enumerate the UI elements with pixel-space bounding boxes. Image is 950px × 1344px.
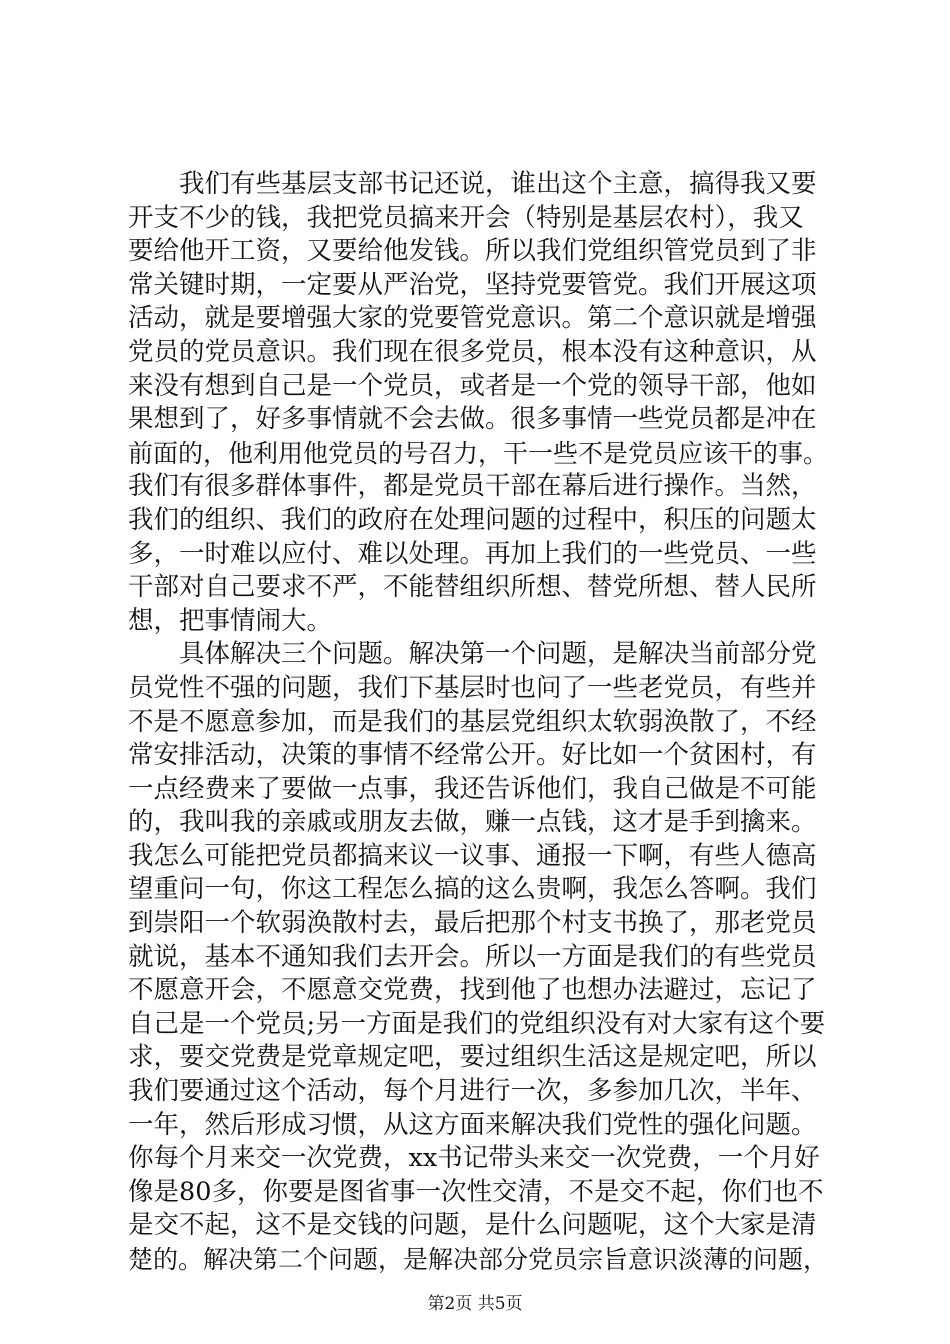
text-line: 我们有很多群体事件，都是党员干部在幕后进行操作。当然，: [128, 471, 817, 502]
text-line: 干部对自己要求不严，不能替组织所想、替党所想、替人民所: [128, 572, 817, 603]
text-line: 党员的党员意识。我们现在很多党员，根本没有这种意识，从: [128, 336, 817, 367]
text-line: 的，我叫我的亲戚或朋友去做，赚一点钱，这才是手到擒来。: [128, 807, 817, 838]
document-body: [128, 168, 828, 1277]
text-line: 果想到了，好多事情就不会去做。很多事情一些党员都是冲在: [128, 404, 817, 435]
text-line: 我们的组织、我们的政府在处理问题的过程中，积压的问题太: [128, 504, 817, 535]
text-line: 常关键时期，一定要从严治党，坚持党要管党。我们开展这项: [128, 269, 817, 300]
text-line: 要给他开工资，又要给他发钱。所以我们党组织管党员到了非: [128, 236, 817, 267]
text-line: 像是80多，你要是图省事一次性交清，不是交不起，你们也不: [128, 1176, 824, 1207]
page-number: 第2页 共5页: [427, 1294, 523, 1314]
text-line: 一年，然后形成习惯，从这方面来解决我们党性的强化问题。: [128, 1109, 817, 1140]
text-line: 望重问一句，你这工程怎么搞的这么贵啊，我怎么答啊。我们: [128, 874, 817, 905]
text-line: 求，要交党费是党章规定吧，要过组织生活这是规定吧，所以: [128, 1042, 817, 1073]
page-footer: [0, 1294, 950, 1314]
text-line: 来没有想到自己是一个党员，或者是一个党的领导干部，他如: [128, 370, 817, 401]
text-line: 员党性不强的问题，我们下基层时也问了一些老党员，有些并: [128, 672, 817, 703]
text-line: 具体解决三个问题。解决第一个问题，是解决当前部分党: [128, 639, 817, 670]
paragraph-2: [128, 638, 828, 1276]
text-line: 到崇阳一个软弱涣散村去，最后把那个村支书换了，那老党员: [128, 908, 817, 939]
text-line: 就说，基本不通知我们去开会。所以一方面是我们的有些党员: [128, 941, 817, 972]
text-line: 不是不愿意参加，而是我们的基层党组织太软弱涣散了，不经: [128, 706, 817, 737]
text-line: 是交不起，这不是交钱的问题，是什么问题呢，这个大家是清: [128, 1210, 817, 1241]
text-line: 我怎么可能把党员都搞来议一议事、通报一下啊，有些人德高: [128, 840, 817, 871]
text-line: 楚的。解决第二个问题，是解决部分党员宗旨意识淡薄的问题，: [128, 1245, 829, 1274]
text-line: 我们有些基层支部书记还说，谁出这个主意，搞得我又要: [128, 169, 817, 199]
text-line: 前面的，他利用他党员的号召力，干一些不是党员应该干的事。: [128, 438, 829, 468]
text-line: 自己是一个党员;另一方面是我们的党组织没有对大家有这个要: [128, 1008, 826, 1039]
text-line: 想，把事情闹大。: [128, 605, 333, 636]
text-line: 开支不少的钱，我把党员搞来开会（特别是基层农村），我又: [128, 202, 804, 233]
text-line: 一点经费来了要做一点事，我还告诉他们，我自己做是不可能: [128, 773, 817, 804]
paragraph-1: [128, 168, 828, 638]
text-line: 多，一时难以应付、难以处理。再加上我们的一些党员、一些: [128, 538, 817, 569]
text-line: 我们要通过这个活动，每个月进行一次，多参加几次，半年、: [128, 1076, 817, 1107]
text-line: 常安排活动，决策的事情不经常公开。好比如一个贫困村，有: [128, 740, 817, 771]
text-line: 你每个月来交一次党费，xx书记带头来交一次党费，一个月好: [128, 1143, 820, 1174]
text-line: 不愿意开会，不愿意交党费，找到他了也想办法避过，忘记了: [128, 975, 817, 1006]
text-line: 活动，就是要增强大家的党要管党意识。第二个意识就是增强: [128, 303, 817, 334]
